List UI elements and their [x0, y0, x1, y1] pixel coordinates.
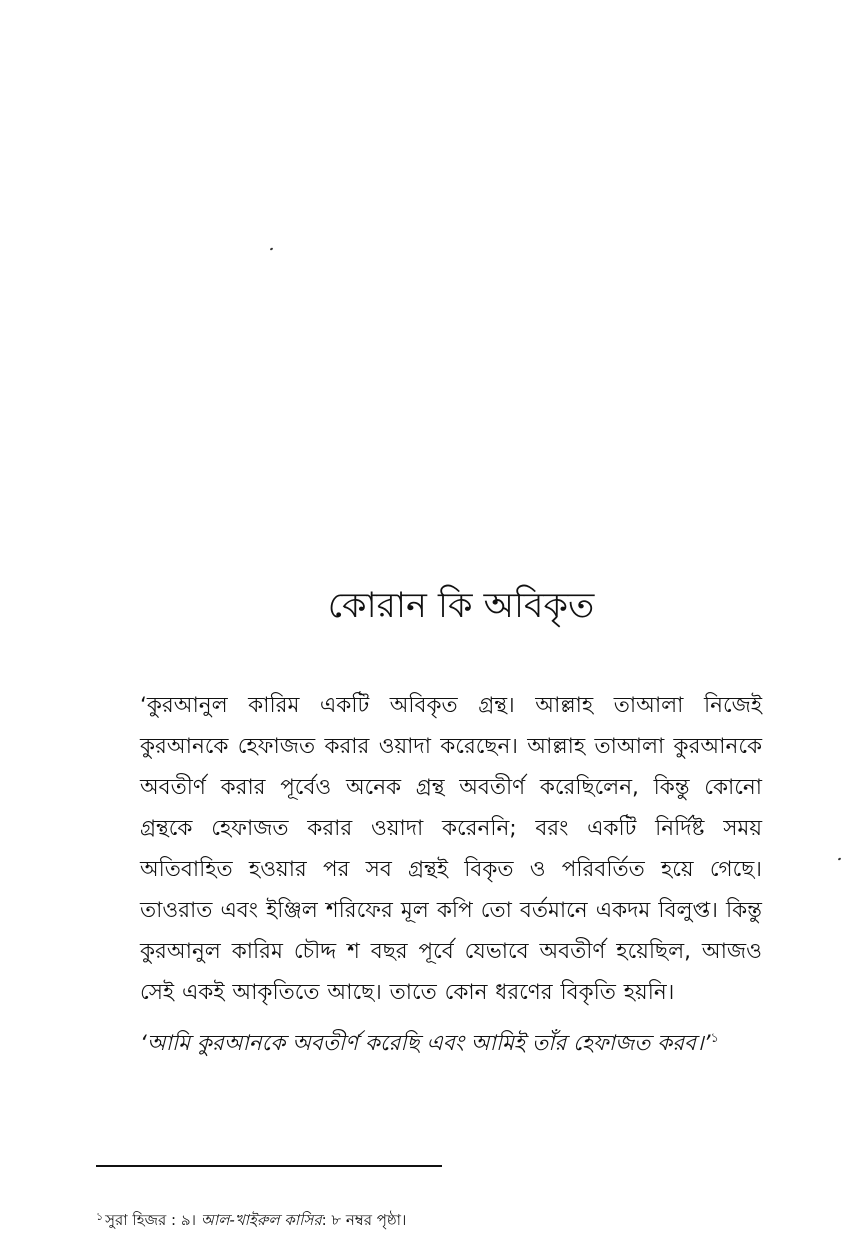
quote-footnote-marker: ১: [710, 1031, 719, 1046]
quote-text: ‘আমি কুরআনকে অবতীর্ণ করেছি এবং আমিই তাঁর হেফাজত করব।’: [140, 1031, 711, 1057]
body-paragraph: ‘কুরআনুল কারিম একটি অবিকৃত গ্রন্থ। আল্লাহ তাআলা নিজেই কুরআনকে হেফাজত করার ওয়াদা করেছেন। আল্লাহ তাআলা কুরআনকে অবতীর্ণ করার পূর্বেও অনেক গ্রন্থ অবতীর্ণ করেছিলেন, কিন্তু কোনো গ্রন্থকে হেফাজত করার ওয়াদা করেননি; বরং একটি নির্দিষ্ট সময় অতিবাহিত হওয়ার পর সব গ্রন্থই বিকৃত ও পরিবর্তিত হয়ে গেছে। তাওরাত এবং ইঞ্জিল শরিফের মূল কপি তো বর্তমানে একদম বিলুপ্ত। কিন্তু কুরআনুল কারিম চৌদ্দ শ বছর পূর্বে যেভাবে অবতীর্ণ হয়েছিল, আজও সেই একই আকৃতিতে আছে। তাতে কোন ধরণের বিকৃতি হয়নি।: [140, 693, 762, 1005]
footnote-marker: ১: [96, 1210, 104, 1223]
footnote-page-ref: : ৮ নম্বর পৃষ্ঠা।: [321, 1211, 407, 1229]
quran-quote: [140, 1018, 762, 1064]
footnote: [96, 1206, 406, 1231]
chapter-title: কোরান কি অবিকৃত: [327, 586, 595, 626]
footnote-divider: [96, 1165, 442, 1167]
scan-speck: [270, 247, 274, 250]
footnote-source-title: আল-খাইরুল কাসির: [200, 1211, 322, 1229]
footnote-reference: সুরা হিজর : ৯।: [105, 1211, 196, 1229]
scan-speck: [838, 857, 842, 860]
